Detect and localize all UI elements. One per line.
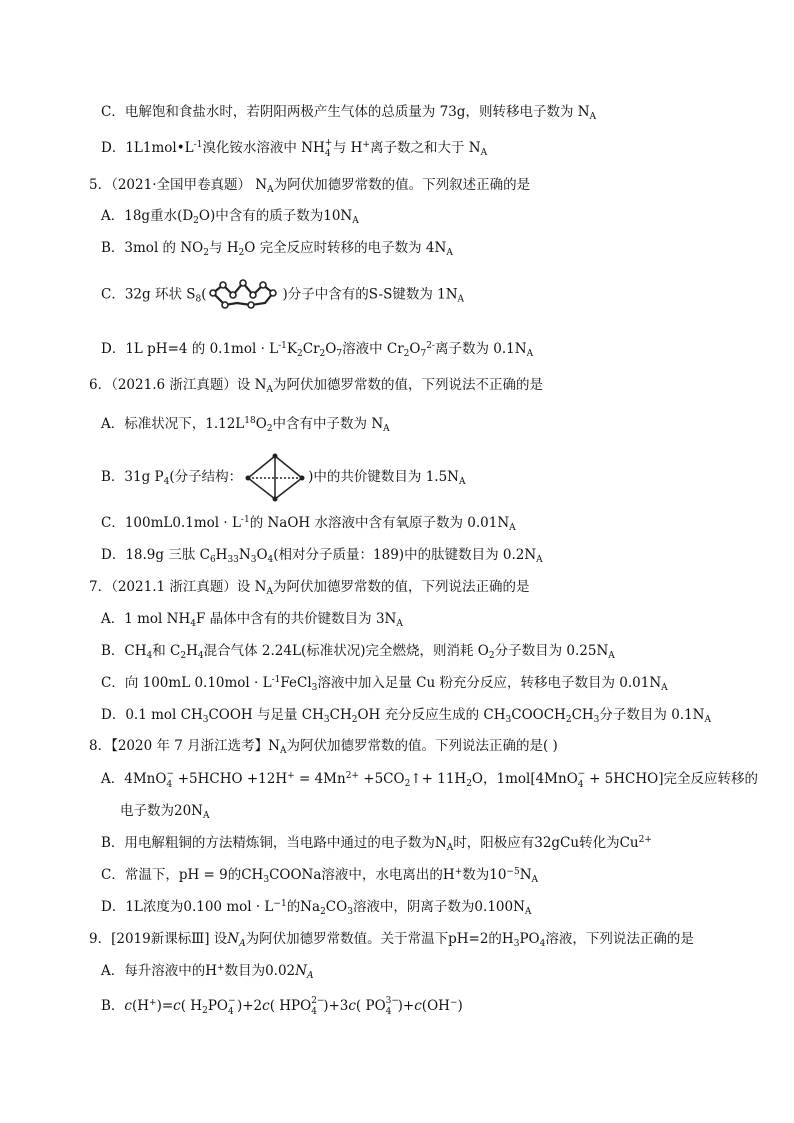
q9-option-a: A．每升溶液中的H+数目为$0.02N_A$ bbox=[101, 963, 314, 981]
q6-option-a: A．标准状况下，$1.12L^{18}O_2$中含有中子数为 $N_A$ bbox=[101, 416, 390, 434]
q6-option-b: B．31g $P_4$(分子结构： )中的共价键数目为 $1.5N_A$ bbox=[101, 468, 465, 486]
q7-option-a: A．1 mol $NH_4F$ 晶体中含有的共价键数目为 $3N_A$ bbox=[101, 611, 403, 629]
q9-option-b: B．c(H+)=c( $H_2PO$ − 4 )+2c( HPO 2− 4 )+3c( PO 3− 4 )+c(OH−) bbox=[101, 996, 463, 1017]
q5-option-c: C．32g 环状 $S_8$( )分子中含有的S-S键数为 $1N_A$ bbox=[101, 285, 464, 305]
q6-option-c: C．$100mL0.1mol \cdot L^{-1}$的 NaOH 水溶液中含有氧原子数为 $0.01N_A$ bbox=[101, 515, 516, 533]
q8-option-d: D．1L浓度为0.100 mol · $L^{-1}$的$Na_2CO_3$溶液中，阴离子数为$0.100N_A$ bbox=[101, 899, 532, 917]
q8-option-a-continued: 电子数为$20N_A$ bbox=[120, 803, 210, 821]
q6-option-d: D．18.9g 三肽 $C_6H_{33}N_3O_4$(相对分子质量：189)中的肽键数目为 $0.2N_A$ bbox=[101, 547, 543, 565]
q5-stem: 5．（2021·全国甲卷真题） $N_A$为阿伏加德罗常数的值。下列叙述正确的是 bbox=[89, 177, 531, 195]
q8-stem: 8．【2020 年 7 月浙江选考】$N_A$为阿伏加德罗常数的值。下列说法正确的是( ) bbox=[89, 738, 558, 756]
q4-option-c: C．电解饱和食盐水时，若阴阳两极产生气体的总质量为 73g，则转移电子数为 $N_A$ bbox=[101, 104, 597, 122]
q7-option-d: D．0.1 mol $CH_3COOH$ 与足量 $CH_3CH_2OH$ 充分反应生成的 $CH_3COOCH_2CH_3$分子数目为 $0.1N_A$ bbox=[101, 707, 711, 725]
q7-option-b: B．$CH_4$和 $C_2H_4$混合气体 2.24L(标准状况)完全燃烧，则消耗 $O_2$分子数目为 $0.25N_A$ bbox=[101, 643, 615, 661]
q6-stem: 6．（2021.6 浙江真题）设 $N_A$为阿伏加德罗常数的值，下列说法不正确的是 bbox=[89, 377, 543, 395]
q5-option-b: B．3mol 的 $NO_2$与 $H_2O$ 完全反应时转移的电子数为 $4N_A$ bbox=[101, 240, 453, 258]
q8-option-c: C．常温下，pH = 9的$CH_3COONa$溶液中，水电离出的H+数为$10^{-5}N_A$ bbox=[101, 867, 539, 885]
q8-option-a: A．4MnO − 4 +5HCHO $+12H^+ = 4Mn^{2+}$ $+5CO_2↑+ 11H_2O$，1mol[4MnO − 4 + 5HCHO]完全反应转移的 bbox=[101, 769, 758, 790]
q7-stem: 7．（2021.1 浙江真题）设 $N_A$为阿伏加德罗常数的值，下列说法正确的是 bbox=[89, 579, 530, 597]
q9-stem: 9．[2019新课标Ⅲ] 设$N_A$为阿伏加德罗常数值。关于常温下pH=2的$H_3PO_4$溶液，下列说法正确的是 bbox=[89, 931, 694, 949]
q7-option-c: C．向 100mL $0.10mol \cdot L^{-1}FeCl_3$溶液中加入足量 Cu 粉充分反应，转移电子数目为 $0.01N_A$ bbox=[101, 675, 668, 693]
q8-option-b: B．用电解粗铜的方法精炼铜，当电路中通过的电子数为$N_A$时，阳极应有32gCu转化为$Cu^{2+}$ bbox=[101, 835, 652, 853]
q5-option-d: D．1L pH=4 的 $0.1mol \cdot L^{-1}K_2Cr_2O_7$溶液中 $Cr_2O_7^{2-}$离子数为 $0.1N_A$ bbox=[101, 341, 534, 359]
p4-tetrahedron-icon bbox=[244, 452, 306, 504]
q5-option-a: A．18g重水$(D_2O)$中含有的质子数为$10N_A$ bbox=[101, 208, 359, 226]
s8-ring-structure-icon bbox=[207, 275, 283, 315]
q4-option-d: D．$1L1mol•L^{-1}$溴化铵水溶液中 NH + 4 与 H+离子数之和大于 $N_A$ bbox=[101, 138, 488, 159]
